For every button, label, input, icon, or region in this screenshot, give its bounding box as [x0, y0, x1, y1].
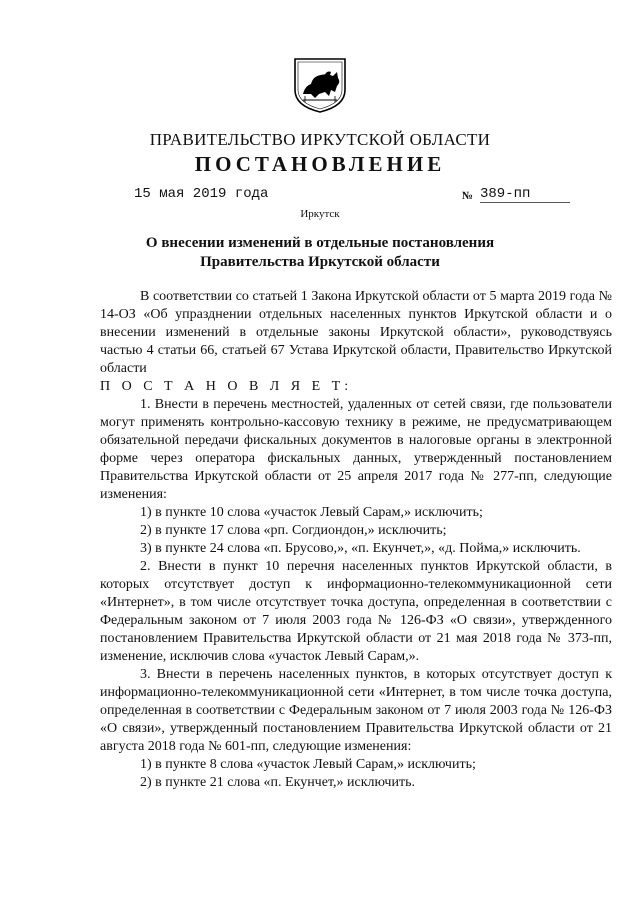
- item-3: 3. Внести в перечень населенных пунктов, в которых отсутствует доступ к информационно-телекоммуникационной сети «Интернет, в том числе точка доступа, определенная в соответствии с Федеральным законом от 7 июля 2003 года № 126-ФЗ «О связи», утвержденный постановлением Правительства Иркутской области от 21 августа 2018 года № 601-пп, следующие изменения:: [100, 667, 612, 754]
- document-number: 389-пп: [480, 186, 570, 203]
- item-1-1: 1) в пункте 10 слова «участок Левый Сарам,» исключить;: [140, 505, 483, 520]
- document-type: ПОСТАНОВЛЕНИЕ: [194, 152, 446, 176]
- irkutsk-coat-of-arms-icon: [291, 56, 349, 114]
- item-3-2: 2) в пункте 21 слова «п. Екунчет,» исключить.: [140, 775, 415, 790]
- intro-paragraph: В соответствии со статьей 1 Закона Иркутской области от 5 марта 2019 года № 14-ОЗ «Об упразднении отдельных населенных пунктов Иркутской области и о внесении изменений в отдельные законы Иркутской области», руководствуясь частью 4 статьи 66, статьей 67 Устава Иркутской области, Правительство Иркутской области: [100, 289, 612, 376]
- resolves-heading: П О С Т А Н О В Л Я Е Т:: [100, 379, 353, 394]
- document-title: О внесении изменений в отдельные постановления Правительства Иркутской области: [145, 235, 495, 270]
- document-body: [100, 288, 612, 792]
- document-city: Иркутск: [300, 208, 340, 220]
- item-1: 1. Внести в перечень местностей, удаленных от сетей связи, где пользователи могут применять контрольно-кассовую технику в режиме, не предусматривающем обязательной передачи фискальных документов в налоговые органы в электронной форме через оператора фискальных данных, утвержденный постановлением Правительства Иркутской области от 25 апреля 2017 года № 277-пп, следующие изменения:: [100, 397, 612, 502]
- item-3-1: 1) в пункте 8 слова «участок Левый Сарам,» исключить;: [140, 757, 476, 772]
- item-2: 2. Внести в пункт 10 перечня населенных пунктов Иркутской области, в которых отсутствует доступ к информационно-телекоммуникационной сети «Интернет», в том числе отсутствует точка доступа, определенная в соответствии с Федеральным законом от 7 июля 2003 года № 126-ФЗ «О связи», утвержденного постановлением Правительства Иркутской области от 21 мая 2018 года № 373-пп, изменение, исключив слова «участок Левый Сарам,».: [100, 559, 612, 664]
- document-date: 15 мая 2019 года: [134, 186, 269, 202]
- government-name: ПРАВИТЕЛЬСТВО ИРКУТСКОЙ ОБЛАСТИ: [149, 130, 491, 149]
- number-label: №: [462, 190, 474, 202]
- item-1-3: 3) в пункте 24 слова «п. Брусово,», «п. Екунчет,», «д. Пойма,» исключить.: [140, 541, 581, 556]
- item-1-2: 2) в пункте 17 слова «рп. Согдиондон,» исключить;: [140, 523, 447, 538]
